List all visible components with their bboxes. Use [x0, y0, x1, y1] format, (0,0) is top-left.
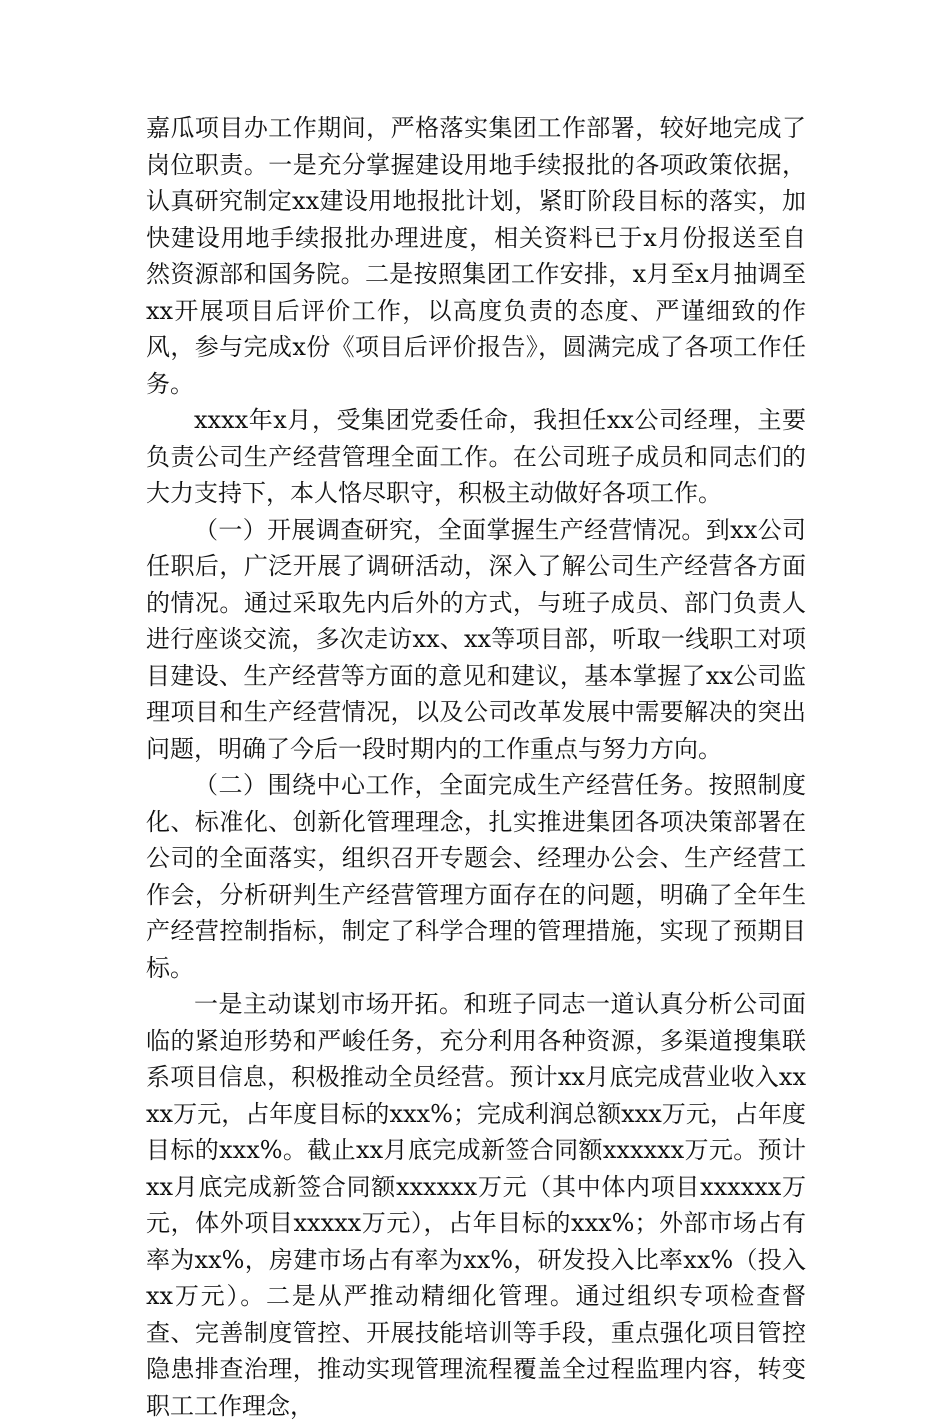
paragraph-3: （一）开展调查研究，全面掌握生产经营情况。到xx公司任职后，广泛开展了调研活动，深入了解公司生产经营各方面的情况。通过采取先内后外的方式，与班子成员、部门负责人进行座谈交流，多次走访xx、xx等项目部，听取一线职工对项目建设、生产经营等方面的意见和建议，基本掌握了xx公司监理项目和生产经营情况，以及公司改革发展中需要解决的突出问题，明确了今后一段时期内的工作重点与努力方向。 — [146, 515, 806, 763]
paragraph-4: （二）围绕中心工作，全面完成生产经营任务。按照制度化、标准化、创新化管理理念，扎实推进集团各项决策部署在公司的全面落实，组织召开专题会、经理办公会、生产经营工作会，分析研判生产经营管理方面存在的问题，明确了全年生产经营控制指标，制定了科学合理的管理措施，实现了预期目标。 — [146, 771, 806, 982]
paragraph-2: xxxx年x月，受集团党委任命，我担任xx公司经理，主要负责公司生产经营管理全面工作。在公司班子成员和同志们的大力支持下，本人恪尽职守，积极主动做好各项工作。 — [146, 406, 806, 507]
paragraph-5: 一是主动谋划市场开拓。和班子同志一道认真分析公司面临的紧迫形势和严峻任务，充分利用各种资源，多渠道搜集联系项目信息，积极推动全员经营。预计xx月底完成营业收入xxxx万元，占年度目标的xxx%；完成利润总额xxx万元，占年度目标的xxx%。截止xx月底完成新签合同额xxxxxx万元。预计xx月底完成新签合同额xxxxxx万元（其中体内项目xxxxxx万元，体外项目xxxxx万元），占年目标的xxx%；外部市场占有率为xx%，房建市场占有率为xx%，研发投入比率xx%（投入xx万元）。二是从严推动精细化管理。通过组织专项检查督查、完善制度管控、开展技能培训等手段，重点强化项目管控隐患排查治理，推动实现管理流程覆盖全过程监理内容，转变职工工作理念， — [146, 990, 806, 1420]
document-body — [146, 110, 806, 1424]
paragraph-1: 嘉瓜项目办工作期间，严格落实集团工作部署，较好地完成了岗位职责。一是充分掌握建设用地手续报批的各项政策依据，认真研究制定xx建设用地报批计划，紧盯阶段目标的落实，加快建设用地手续报批办理进度，相关资料已于x月份报送至自然资源部和国务院。二是按照集团工作安排，x月至x月抽调至xx开展项目后评价工作，以高度负责的态度、严谨细致的作风，参与完成x份《项目后评价报告》，圆满完成了各项工作任务。 — [146, 114, 806, 398]
